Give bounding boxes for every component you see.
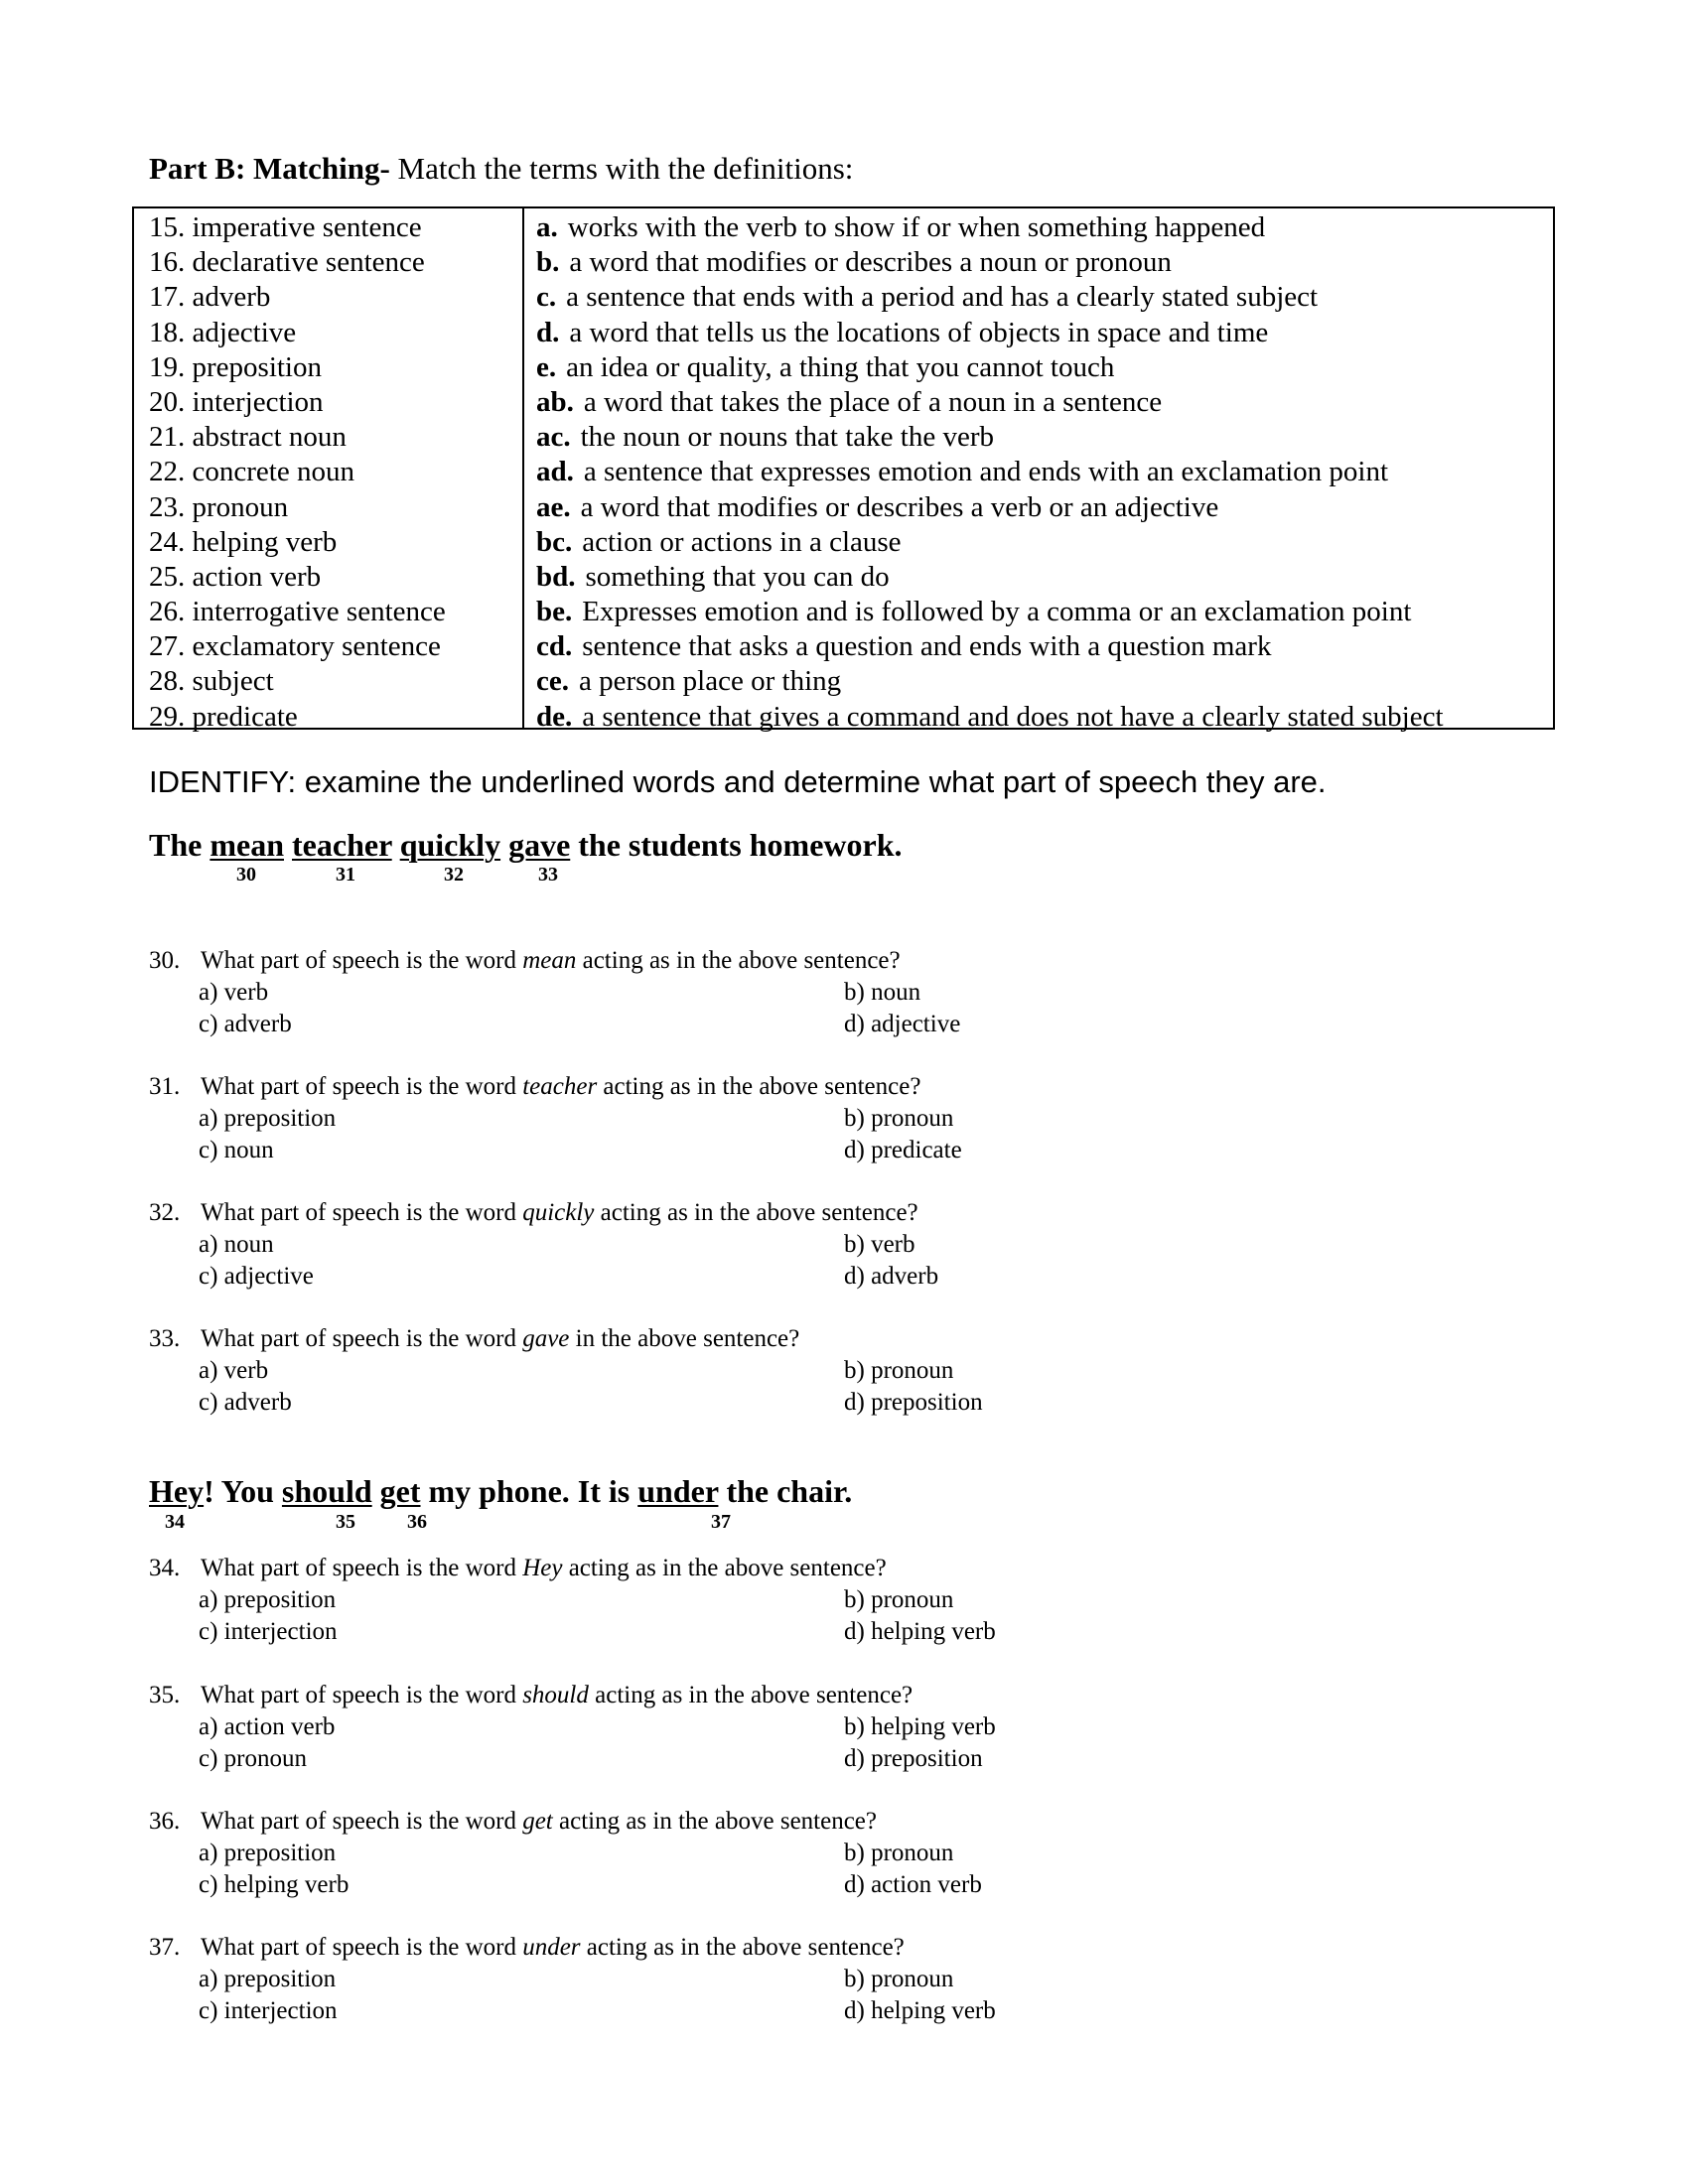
prompt-text: What part of speech is the word xyxy=(201,1808,523,1835)
term-17: 17. adverb xyxy=(149,281,271,314)
matching-table xyxy=(132,206,1555,733)
question-number: 32. xyxy=(149,1199,181,1226)
definition-text: something that you can do xyxy=(585,560,890,593)
underlined-word-quickly: quickly xyxy=(399,827,501,863)
answer-options xyxy=(149,977,1241,1040)
question-30 xyxy=(149,945,1241,1040)
definition-row xyxy=(536,455,1444,489)
definition-text: a person place or thing xyxy=(579,665,842,698)
word-number-31: 31 xyxy=(336,864,355,886)
sentence-text: the students homework. xyxy=(570,827,903,863)
prompt-text: What part of speech is the word xyxy=(201,1199,523,1226)
underlined-word-should: should xyxy=(281,1473,372,1509)
option-b[interactable]: b) pronoun xyxy=(844,1357,954,1384)
word-number-35: 35 xyxy=(336,1511,355,1533)
answer-options xyxy=(149,1229,1241,1293)
sentence-text xyxy=(372,1473,380,1509)
sentence-text: my phone. It is xyxy=(420,1473,638,1509)
question-31 xyxy=(149,1071,1241,1166)
prompt-text: What part of speech is the word xyxy=(201,1325,523,1352)
option-c[interactable]: c) interjection xyxy=(199,1997,338,2024)
example-sentence-2 xyxy=(149,1473,852,1510)
term-24: 24. helping verb xyxy=(149,525,338,558)
definition-text: a word that tells us the locations of objects in space and time xyxy=(569,316,1269,348)
definition-letter: bd. xyxy=(536,560,576,593)
definition-text: the noun or nouns that take the verb xyxy=(580,421,994,454)
prompt-text: What part of speech is the word xyxy=(201,1934,523,1961)
word-number-30: 30 xyxy=(236,864,256,886)
question-33 xyxy=(149,1323,1241,1419)
option-a[interactable]: a) preposition xyxy=(199,1840,337,1866)
definition-letter: bc. xyxy=(536,525,573,558)
term-25: 25. action verb xyxy=(149,560,322,593)
definition-row xyxy=(536,245,1444,280)
option-c[interactable]: c) adjective xyxy=(199,1263,314,1290)
definition-row xyxy=(536,560,1444,595)
part-b-heading-bold: Part B: Matching- xyxy=(149,151,390,186)
word-number-37: 37 xyxy=(711,1511,731,1533)
definition-row xyxy=(536,280,1444,315)
identify-instructions: IDENTIFY: examine the underlined words and determine what part of speech they are. xyxy=(149,764,1327,799)
option-d[interactable]: d) adjective xyxy=(844,1011,961,1037)
prompt-text: acting as in the above sentence? xyxy=(594,1199,918,1226)
definition-row xyxy=(536,490,1444,525)
example-sentence-1 xyxy=(149,827,903,864)
definition-row xyxy=(536,316,1444,350)
definition-text: sentence that asks a question and ends with a question mark xyxy=(582,630,1272,663)
prompt-text: What part of speech is the word xyxy=(201,1682,523,1708)
question-number: 30. xyxy=(149,947,181,974)
question-number: 37. xyxy=(149,1934,181,1961)
definition-text: an idea or quality, a thing that you cannot touch xyxy=(566,350,1115,383)
definition-text: a sentence that ends with a period and has a clearly stated subject xyxy=(566,281,1319,314)
definition-text: Expresses emotion and is followed by a comma or an exclamation point xyxy=(582,596,1412,628)
definition-letter: de. xyxy=(536,700,573,733)
term-23: 23. pronoun xyxy=(149,490,289,523)
definition-letter: ac. xyxy=(536,421,571,454)
definition-text: a sentence that expresses emotion and ends with an exclamation point xyxy=(583,456,1389,488)
option-a[interactable]: a) action verb xyxy=(199,1713,336,1740)
prompt-text: acting as in the above sentence? xyxy=(597,1073,921,1100)
term-28: 28. subject xyxy=(149,665,274,698)
answer-options xyxy=(149,1838,1241,1901)
definition-text: a word that modifies or describes a noun or pronoun xyxy=(569,246,1172,279)
sentence-text xyxy=(392,827,400,863)
question-prompt xyxy=(149,1197,1241,1229)
option-a[interactable]: a) verb xyxy=(199,979,269,1006)
term-16: 16. declarative sentence xyxy=(149,246,425,279)
definition-letter: c. xyxy=(536,281,557,314)
answer-options xyxy=(149,1584,1241,1648)
option-c[interactable]: c) pronoun xyxy=(199,1745,307,1772)
option-d[interactable]: d) adverb xyxy=(844,1263,939,1290)
option-d[interactable]: d) preposition xyxy=(844,1389,983,1416)
question-number: 36. xyxy=(149,1808,181,1835)
definition-letter: be. xyxy=(536,596,573,628)
terms-column xyxy=(149,208,446,735)
term-19: 19. preposition xyxy=(149,350,322,383)
prompt-word: Hey xyxy=(522,1555,563,1581)
prompt-text: acting as in the above sentence? xyxy=(580,1934,905,1961)
question-35 xyxy=(149,1680,1241,1775)
prompt-text: What part of speech is the word xyxy=(201,1073,523,1100)
prompt-text: acting as in the above sentence? xyxy=(562,1555,887,1581)
sentence-text: ! You xyxy=(204,1473,282,1509)
definitions-column xyxy=(536,208,1444,735)
term-18: 18. adjective xyxy=(149,316,297,348)
definition-row xyxy=(536,350,1444,385)
definition-letter: e. xyxy=(536,350,557,383)
definition-letter: d. xyxy=(536,316,560,348)
word-number-36: 36 xyxy=(407,1511,427,1533)
question-number: 34. xyxy=(149,1555,181,1581)
definition-letter: ad. xyxy=(536,456,574,488)
term-21: 21. abstract noun xyxy=(149,421,347,454)
question-number: 31. xyxy=(149,1073,181,1100)
option-a[interactable]: a) preposition xyxy=(199,1105,337,1132)
term-27: 27. exclamatory sentence xyxy=(149,630,441,663)
part-b-heading-instructions: Match the terms with the definitions: xyxy=(389,151,854,186)
definition-text: a word that modifies or describes a verb or an adjective xyxy=(580,490,1219,523)
matching-table-divider xyxy=(522,208,524,728)
definition-letter: b. xyxy=(536,246,560,279)
underlined-word-under: under xyxy=(637,1473,719,1509)
question-prompt xyxy=(149,1806,1241,1838)
option-c[interactable]: c) noun xyxy=(199,1137,274,1163)
answer-options xyxy=(149,1711,1241,1775)
question-34 xyxy=(149,1553,1241,1648)
part-b-heading xyxy=(149,151,853,187)
option-b[interactable]: b) verb xyxy=(844,1231,915,1258)
definition-row xyxy=(536,420,1444,455)
option-b[interactable]: b) noun xyxy=(844,979,921,1006)
option-a[interactable]: a) preposition xyxy=(199,1586,337,1613)
option-c[interactable]: c) helping verb xyxy=(199,1871,350,1898)
underlined-word-hey: Hey xyxy=(149,1473,205,1509)
question-number: 33. xyxy=(149,1325,181,1352)
answer-options xyxy=(149,1964,1241,2027)
option-c[interactable]: c) interjection xyxy=(199,1618,338,1645)
definition-row xyxy=(536,595,1444,629)
sentence-text xyxy=(500,827,508,863)
question-36 xyxy=(149,1806,1241,1901)
definition-letter: ab. xyxy=(536,385,574,418)
question-37 xyxy=(149,1932,1241,2027)
prompt-word: teacher xyxy=(522,1073,598,1100)
prompt-text: What part of speech is the word xyxy=(201,947,523,974)
prompt-text: What part of speech is the word xyxy=(201,1555,523,1581)
term-29: 29. predicate xyxy=(149,700,298,733)
definition-text: action or actions in a clause xyxy=(582,525,902,558)
option-d[interactable]: d) helping verb xyxy=(844,1997,996,2024)
definition-row xyxy=(536,525,1444,560)
prompt-text: in the above sentence? xyxy=(569,1325,800,1352)
definition-row xyxy=(536,629,1444,664)
question-prompt xyxy=(149,1323,1241,1355)
definition-letter: ce. xyxy=(536,665,569,698)
option-c[interactable]: c) adverb xyxy=(199,1011,292,1037)
sentence-text xyxy=(284,827,292,863)
prompt-text: acting as in the above sentence? xyxy=(588,1682,914,1708)
question-prompt xyxy=(149,945,1241,977)
option-a[interactable]: a) noun xyxy=(199,1231,274,1258)
definition-text: a word that takes the place of a noun in a sentence xyxy=(583,385,1163,418)
definition-letter: cd. xyxy=(536,630,573,663)
definition-text: works with the verb to show if or when something happened xyxy=(567,211,1266,243)
term-22: 22. concrete noun xyxy=(149,456,354,488)
prompt-text: acting as in the above sentence? xyxy=(552,1808,877,1835)
answer-options xyxy=(149,1355,1241,1419)
underlined-word-mean: mean xyxy=(210,827,284,863)
question-prompt xyxy=(149,1680,1241,1711)
sentence-text: the chair. xyxy=(718,1473,853,1509)
prompt-word: quickly xyxy=(522,1199,595,1226)
option-d[interactable]: d) action verb xyxy=(844,1871,982,1898)
definition-row xyxy=(536,700,1444,735)
answer-options xyxy=(149,1103,1241,1166)
option-a[interactable]: a) preposition xyxy=(199,1966,337,1992)
question-number: 35. xyxy=(149,1682,181,1708)
option-b[interactable]: b) helping verb xyxy=(844,1713,996,1740)
prompt-word: under xyxy=(522,1934,581,1961)
option-d[interactable]: d) predicate xyxy=(844,1137,962,1163)
option-b[interactable]: b) pronoun xyxy=(844,1105,954,1132)
word-number-34: 34 xyxy=(165,1511,185,1533)
question-prompt xyxy=(149,1932,1241,1964)
prompt-text: acting as in the above sentence? xyxy=(576,947,901,974)
underlined-word-get: get xyxy=(379,1473,421,1509)
question-prompt xyxy=(149,1071,1241,1103)
underlined-word-teacher: teacher xyxy=(292,827,392,863)
definition-letter: ae. xyxy=(536,490,571,523)
word-number-32: 32 xyxy=(444,864,464,886)
definition-row xyxy=(536,385,1444,420)
prompt-word: get xyxy=(522,1808,553,1835)
option-b[interactable]: b) pronoun xyxy=(844,1586,954,1613)
option-b[interactable]: b) pronoun xyxy=(844,1840,954,1866)
prompt-word: should xyxy=(522,1682,589,1708)
option-b[interactable]: b) pronoun xyxy=(844,1966,954,1992)
definition-row xyxy=(536,664,1444,699)
term-15: 15. imperative sentence xyxy=(149,211,422,243)
prompt-word: gave xyxy=(522,1325,570,1352)
definition-row xyxy=(536,210,1444,245)
question-prompt xyxy=(149,1553,1241,1584)
sentence-text: The xyxy=(149,827,211,863)
term-26: 26. interrogative sentence xyxy=(149,596,446,628)
word-number-33: 33 xyxy=(538,864,558,886)
term-20: 20. interjection xyxy=(149,385,324,418)
underlined-word-gave: gave xyxy=(508,827,571,863)
option-d[interactable]: d) preposition xyxy=(844,1745,983,1772)
option-c[interactable]: c) adverb xyxy=(199,1389,292,1416)
question-32 xyxy=(149,1197,1241,1293)
option-a[interactable]: a) verb xyxy=(199,1357,269,1384)
definition-text: a sentence that gives a command and does not have a clearly stated subject xyxy=(582,700,1444,733)
option-d[interactable]: d) helping verb xyxy=(844,1618,996,1645)
prompt-word: mean xyxy=(522,947,577,974)
definition-letter: a. xyxy=(536,211,558,243)
